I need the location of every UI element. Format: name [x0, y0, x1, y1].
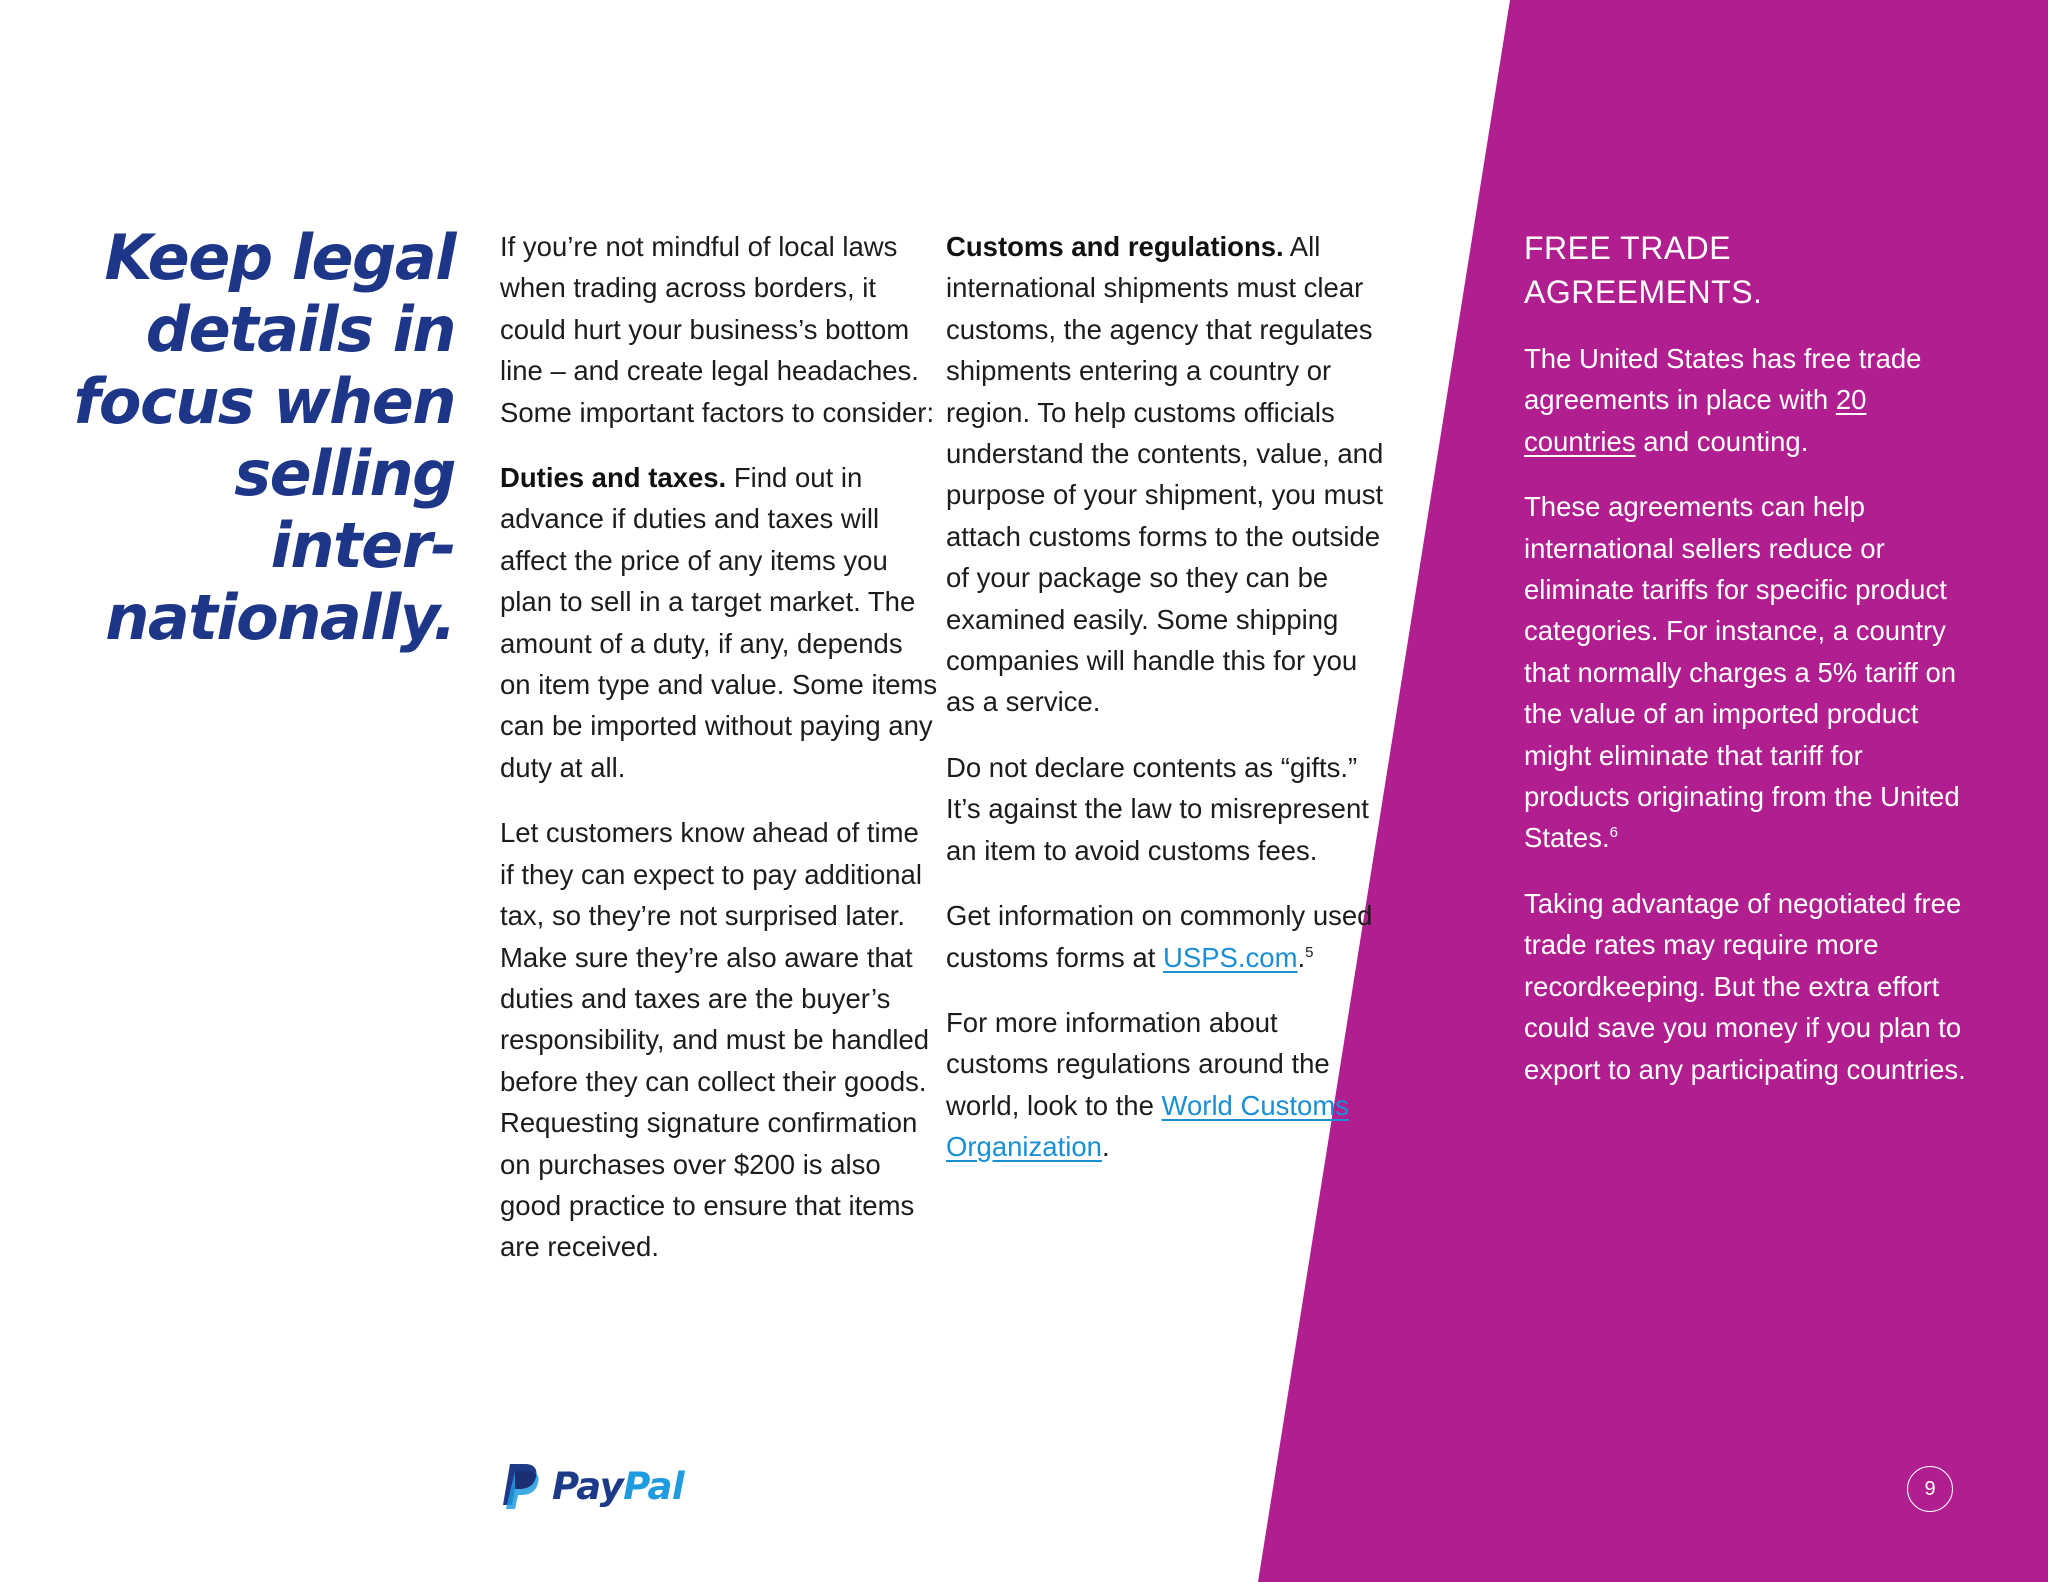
countries-link[interactable]: 20 countries — [1524, 384, 1867, 457]
paypal-p-icon — [500, 1462, 540, 1510]
sidebar-paragraph-3: Taking advantage of negotiated free trade rates may require more recordkeeping. But the extra effort could save you money if you plan to export to any participating countries. — [1524, 887, 1966, 1085]
body-column-2 — [946, 226, 1386, 1192]
world-customs-link[interactable]: World Customs Organization — [946, 1089, 1349, 1163]
page-headline — [35, 222, 455, 654]
customers-paragraph: Let customers know ahead of time if they can expect to pay additional tax, so they’re not surprised later. Make sure they’re also aware that duties and taxes are the buyer’s responsibility, and must be handled before they can collect their goods. Requesting signature confirmation on purchases over $200 is also good practice to ensure that items are received. — [500, 817, 930, 1263]
sidebar-p1-text: The United States has free trade agreements in place with — [1524, 343, 1922, 416]
footnote-5: 5 — [1305, 943, 1314, 961]
more-info-paragraph — [946, 1002, 1386, 1168]
sidebar-p2-text: These agreements can help international sellers reduce or eliminate tariffs for specific product categories. For instance, a country that normally charges a 5% tariff on the value of an imported product might eliminate that tariff for products originating from the United States. — [1524, 491, 1960, 854]
headline-line: focus when — [73, 365, 455, 438]
more-info-suffix: . — [1101, 1131, 1110, 1163]
customs-body: All international shipments must clear customs, the agency that regulates shipments entering a country or region. To help customs officials understand the contents, value, and purpose of your shipment, you must attach customs forms to the outside of your package so they can be examined easily. Some shipping companies will handle this for you as a service. — [946, 231, 1384, 718]
intro-paragraph: If you’re not mindful of local laws when trading across borders, it could hurt your business’s bottom line – and create legal headaches. Some important factors to consider: — [500, 231, 935, 428]
customs-heading: Customs and regulations. — [946, 231, 1284, 262]
forms-text: Get information on commonly used customs forms at — [946, 900, 1373, 973]
customs-paragraph — [946, 226, 1386, 723]
sidebar-p1-suffix: and counting. — [1635, 425, 1809, 457]
headline-line: selling inter- — [234, 437, 455, 582]
duties-heading: Duties and taxes. — [500, 462, 727, 494]
page-number: 9 — [1907, 1466, 1953, 1512]
paypal-wordmark-pal: Pal — [623, 1464, 685, 1508]
headline-line: nationally. — [105, 581, 455, 654]
sidebar-paragraph-2 — [1524, 486, 1974, 859]
duties-paragraph — [500, 457, 940, 788]
headline-line: Keep legal — [104, 221, 455, 294]
more-info-text: For more information about customs regulations around the world, look to the — [946, 1006, 1330, 1121]
duties-body: Find out in advance if duties and taxes will affect the price of any items you plan to sell in a target market. The amount of a duty, if any, depends on item type and value. Some items can be imported without paying any duty at all. — [500, 462, 938, 783]
gifts-paragraph: Do not declare contents as “gifts.” It’s against the law to misrepresent an item to avoid customs fees. — [946, 751, 1369, 866]
paypal-logo — [500, 1462, 684, 1510]
usps-link[interactable]: USPS.com — [1163, 941, 1298, 973]
paypal-wordmark — [552, 1465, 684, 1508]
free-trade-sidebar — [1524, 226, 1974, 1114]
body-column-1 — [500, 226, 940, 1292]
paypal-wordmark-pay: Pay — [552, 1464, 624, 1508]
forms-suffix: . — [1297, 941, 1306, 973]
headline-line: details in — [145, 293, 455, 366]
footnote-6: 6 — [1609, 824, 1618, 842]
sidebar-title: FREE TRADE AGREEMENTS. — [1524, 230, 1763, 310]
sidebar-paragraph-1 — [1524, 338, 1974, 462]
forms-paragraph — [946, 895, 1386, 978]
